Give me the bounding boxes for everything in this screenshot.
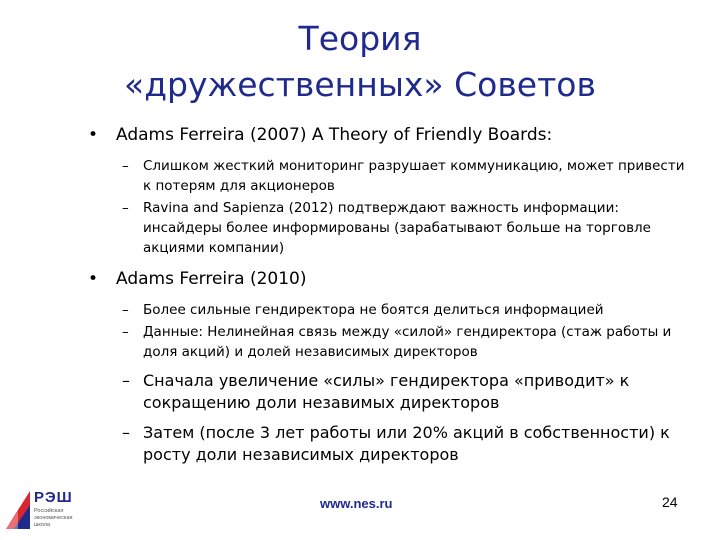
- dash-marker: –: [122, 423, 130, 442]
- bullet-text: Adams Ferreira (2007) A Theory of Friendly Boards:: [116, 125, 553, 145]
- subitem-text: Более сильные гендиректора не боятся делиться информацией: [143, 302, 604, 318]
- bullet-item-2: [86, 268, 686, 290]
- dash-marker: –: [122, 200, 129, 216]
- bullet-marker: •: [88, 125, 99, 145]
- dash-marker: –: [122, 371, 130, 390]
- logo-mark-icon: [4, 485, 34, 531]
- subitems-2: [86, 300, 686, 466]
- page-number: 24: [662, 494, 678, 510]
- subitem: [86, 300, 686, 320]
- logo-subtitle: Российская экономическая школа: [34, 508, 73, 528]
- slide-title: [0, 16, 720, 108]
- title-line-2: «дружественных» Советов: [124, 65, 596, 104]
- subitem: [86, 156, 686, 196]
- bullet-marker: •: [88, 269, 99, 289]
- slide-content: [86, 124, 686, 476]
- dash-marker: –: [122, 158, 129, 174]
- subitems-1: [86, 156, 686, 258]
- subitem: [86, 370, 686, 414]
- bullet-item-1: [86, 124, 686, 146]
- subitem-text: Затем (после 3 лет работы или 20% акций в собственности) к росту доли независимых директоров: [143, 423, 670, 464]
- subitem: [86, 322, 686, 362]
- bullet-text: Adams Ferreira (2010): [116, 269, 307, 289]
- title-line-1: Теория: [298, 19, 422, 58]
- dash-marker: –: [122, 302, 129, 318]
- dash-marker: –: [122, 324, 129, 340]
- subitem-text: Данные: Нелинейная связь между «силой» гендиректора (стаж работы и доля акций) и долей независимых директоров: [143, 324, 672, 360]
- subitem-text: Слишком жесткий мониторинг разрушает коммуникацию, может привести к потерям для акционеров: [143, 158, 685, 194]
- footer-url-link[interactable]: www.nes.ru: [320, 496, 393, 511]
- nes-logo: [4, 485, 88, 535]
- logo-name: РЭШ: [34, 489, 73, 506]
- subitem-text: Сначала увеличение «силы» гендиректора «приводит» к сокращению доли незавимых директоров: [143, 371, 630, 412]
- subitem: [86, 422, 686, 466]
- subitem-text: Ravina and Sapienza (2012) подтверждают важность информации: инсайдеры более информированы (зарабатывают больше на торговле акциями компании): [143, 200, 651, 256]
- subitem: [86, 198, 686, 258]
